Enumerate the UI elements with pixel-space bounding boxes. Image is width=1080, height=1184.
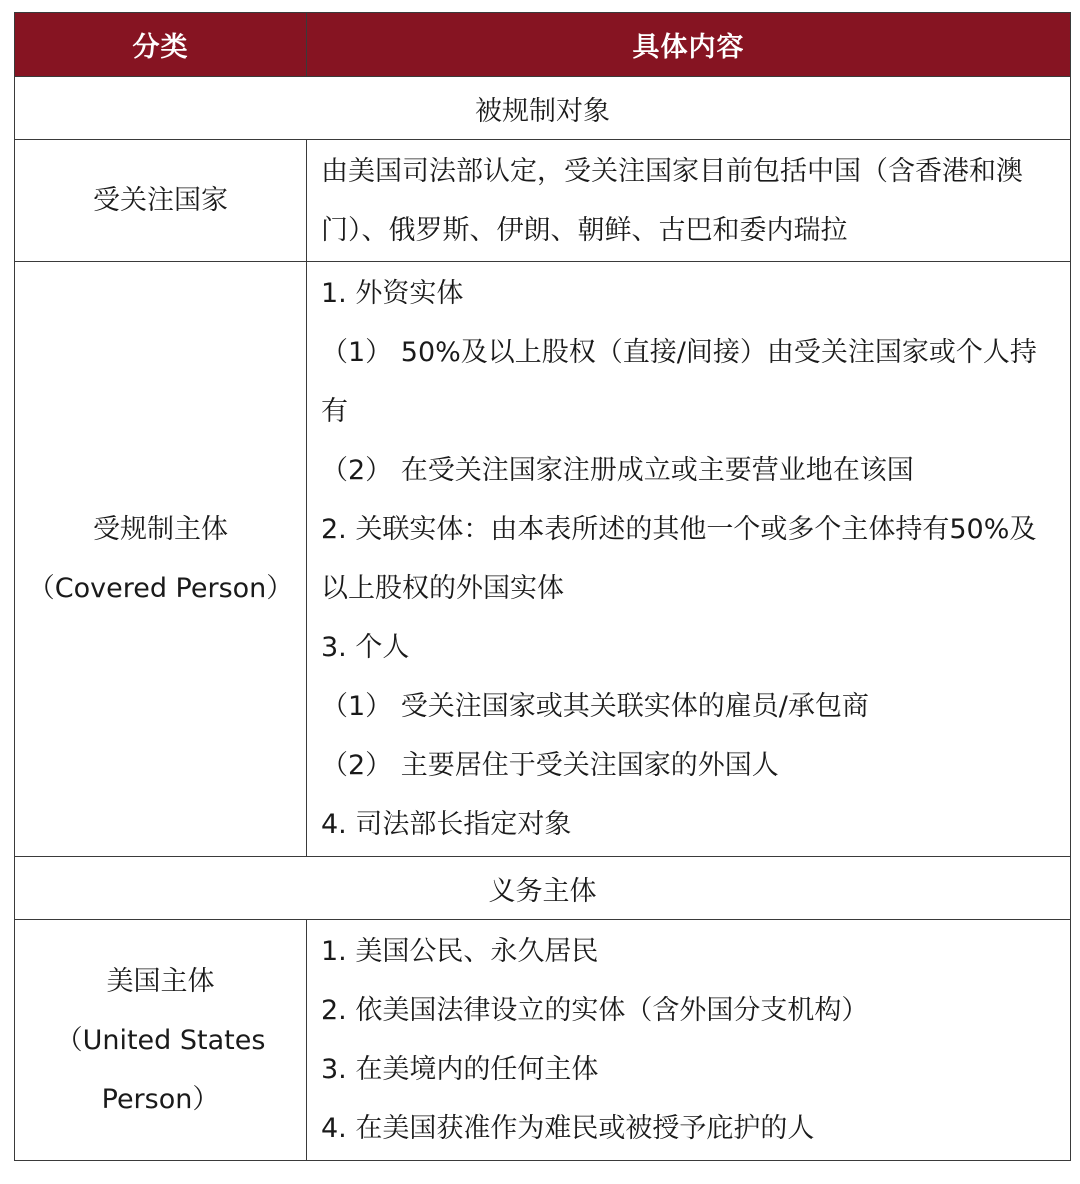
list-item: 1. 美国公民、永久居民 (321, 936, 599, 967)
category-cell: 受关注国家 (15, 140, 307, 262)
section-title: 义务主体 (15, 857, 1071, 920)
category-label-en-2: Person） (101, 1083, 220, 1115)
category-label: 美国主体 (106, 965, 215, 997)
content-cell (307, 920, 1071, 1161)
category-label-en: （Covered Person） (27, 573, 294, 604)
list-item: 3. 个人 (321, 632, 410, 663)
list-item: 4. 司法部长指定对象 (321, 809, 572, 840)
table-header-row (15, 13, 1071, 77)
list-item: （1） 受关注国家或其关联实体的雇员/承包商 (321, 691, 869, 722)
list-item: （2） 在受关注国家注册成立或主要营业地在该国 (321, 455, 914, 486)
list-item: 4. 在美国获准作为难民或被授予庇护的人 (321, 1113, 815, 1144)
table-row (15, 920, 1071, 1161)
list-item: 3. 在美境内的任何主体 (321, 1054, 599, 1085)
content-cell (307, 140, 1071, 262)
header-content: 具体内容 (307, 13, 1071, 77)
regulation-table (14, 12, 1071, 1161)
list-item: （1） 50%及以上股权（直接/间接）由受关注国家或个人持有 (321, 337, 1037, 427)
content-cell (307, 262, 1071, 857)
list-item: 2. 关联实体：由本表所述的其他一个或多个主体持有50%及以上股权的外国实体 (321, 514, 1037, 604)
category-cell (15, 920, 307, 1161)
section-title: 被规制对象 (15, 77, 1071, 140)
category-cell (15, 262, 307, 857)
section-row-regulated-objects (15, 77, 1071, 140)
category-label: 受规制主体 (93, 514, 228, 545)
section-row-obligated-subjects (15, 857, 1071, 920)
table-row (15, 262, 1071, 857)
list-item: （2） 主要居住于受关注国家的外国人 (321, 750, 779, 781)
list-item: 1. 外资实体 (321, 278, 464, 309)
list-item: 2. 依美国法律设立的实体（含外国分支机构） (321, 995, 869, 1026)
header-category: 分类 (15, 13, 307, 77)
table-row (15, 140, 1071, 262)
category-label-en: （United States (55, 1024, 266, 1056)
content-text: 由美国司法部认定，受关注国家目前包括中国（含香港和澳门）、俄罗斯、伊朗、朝鲜、古巴和委内瑞拉 (321, 155, 1023, 246)
